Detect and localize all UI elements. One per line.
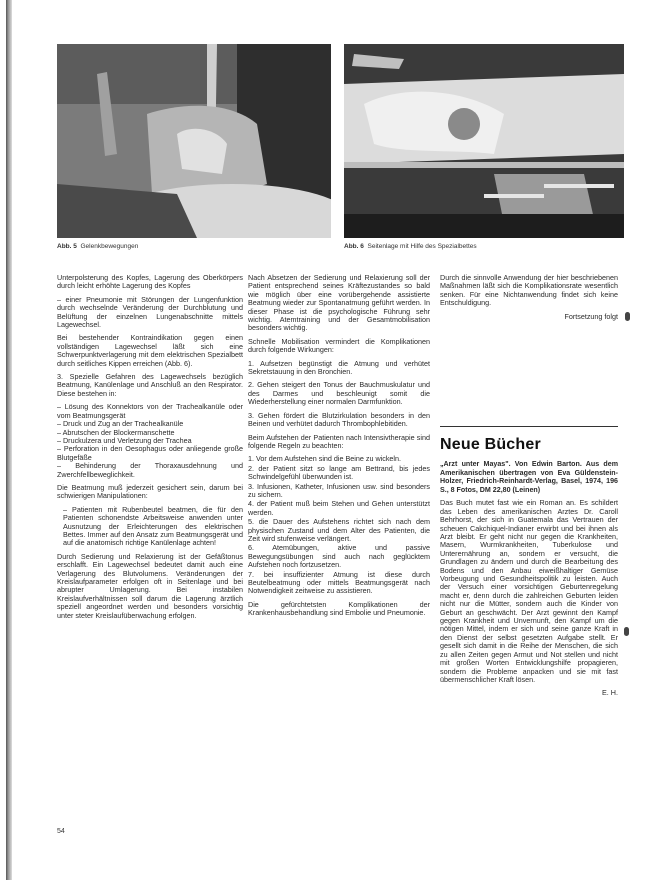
page-binding-edge <box>6 0 12 880</box>
section-heading-new-books: Neue Bücher <box>440 436 541 453</box>
paragraph: Die Beatmung muß jederzeit gesichert sein, darum bei schwierigen Manipulationen: <box>57 482 243 501</box>
hazard-list <box>57 403 243 479</box>
paragraph: 3. Infusionen, Katheter, Infusionen usw. sind besonders zu sichern. <box>248 481 430 499</box>
text-column-middle <box>248 274 430 623</box>
paragraph: Durch Sedierung und Relaxierung ist der Gefäßtonus erschlafft. Ein Lagewechsel bedeutet damit auch eine Verlagerung des Blutvolumens. Veränderungen der Kreislaufparameter erfolgen oft in Seitenlage und bei abrupter Umlagerung. Bei instabilen Kreislaufverhältnissen soll darum die Lagerung ärztlich speziell angeordnet werden und besonders vorsichtig unter steter Kreislaufüberwachung erfolgen. <box>57 551 243 620</box>
list-item: – Druckulzera und Verletzung der Trachea <box>57 435 192 445</box>
review-text: Das Buch mutet fast wie ein Roman an. Es schildert das Leben des amerikanischen Arztes Dr. Caroll Behrhorst, der sich in Guatemala das Vertrauen der scheuen Cakchiquel-Indianer erwirbt und bei ihnen als Arzt bleibt. Er geht nicht nur gegen die Krankheiten, Masern, Wurmkrankheiten, Tuberkulose und Unterernährung an, sondern er versucht, die Grundlagen zu ändern und durch die Bearbeitung des Bodens und den Anbau eiweißhaltiger Gemüse Vorbeugung und Gesundheitspolitik zu leisten. Auch der Versuch einer vorsichtigen Geburtenregelung macht er, denn durch die zahlreichen Geburten leiden nicht nur die Mütter, sondern auch die Kinder von Geburt an geschwächt. Der Arzt gewinnt den Kampf gegen Krankheit und Unvernunft, den Kampf um die nötigen Mittel, indem er sich und seine ganze Kraft in den Dienst der selbst gesetzten Aufgabe stellt. Er gesellt sich damit in die Reihe der Menschen, die sich zu allen Zeiten gegen Armut und Not stellen und nicht mit großen Worten Entwicklungshilfe propagieren, sondern die Probleme anpacken und sie mit fast übermenschlicher Kraft lösen. <box>440 498 618 684</box>
paragraph: Schnelle Mobilisation vermindert die Komplikationen durch folgende Wirkungen: <box>248 336 430 355</box>
paragraph: 1. Vor dem Aufstehen sind die Beine zu wickeln. <box>248 454 402 464</box>
photo-joint-movement <box>57 44 331 238</box>
review-signature: E. H. <box>602 688 618 698</box>
list-item: – Perforation in den Oesophagus oder anliegende große Blutgefäße <box>57 444 243 462</box>
book-review <box>440 460 618 703</box>
figure-caption-6: Abb. 6 Seitenlage mit Hilfe des Spezialbettes <box>344 243 477 250</box>
paragraph: Nach Absetzen der Sedierung und Relaxierung soll der Patient entsprechend seines Kräftezustandes so bald wie möglich über eine vorübergehende assistierte Beatmung wieder zur Spontanatmung geführt werden. In dieser Phase ist die psychologische Führung sehr wichtig. Atemtraining und der Gesamtmobilisation besonders wichtig. <box>248 273 430 333</box>
paragraph: 6. Atemübungen, aktive und passive Bewegungsübungen sind auch nach geglücktem Aufstehen noch fortzusetzen. <box>248 543 430 570</box>
margin-mark <box>625 312 630 321</box>
paragraph: Unterpolsterung des Kopfes, Lagerung des Oberkörpers durch leicht erhöhte Lagerung des Kopfes <box>57 273 243 291</box>
text-column-right <box>440 274 618 326</box>
paragraph: Durch die sinnvolle Anwendung der hier beschriebenen Maßnahmen läßt sich die Komplikationsrate wesentlich senken. Für eine Nichtanwendung findet sich keine Entschuldigung. <box>440 273 618 308</box>
book-reference: „Arzt unter Mayas". Von Edwin Barton. Aus dem Amerikanischen übertragen von Eva Güldenstein-Holzer, Friedrich-Reinhardt-Verlag, Basel, 1974, 196 S., 8 Fotos, DM 22,80 (Leinen) <box>440 460 618 494</box>
paragraph: – Patienten mit Rubenbeutel beatmen, die für den Patienten schonendste Arbeitsweise anwenden unter Ausnutzung der Erleichterungen des elektrischen Bettes. Immer auf den Ansatz zum Beatmungsgerät und auf die anatomisch richtige Kanülenlage achten! <box>63 504 243 548</box>
figure-caption-5: Abb. 5 Gelenkbewegungen <box>57 243 139 250</box>
paragraph: 5. die Dauer des Aufstehens richtet sich nach dem physischen Zustand und dem Alter des Patienten, die Zeit wird stufenweise verlängert. <box>248 517 430 543</box>
list-item: – Abrutschen der Blockermanschette <box>57 427 175 437</box>
continued-note: Fortsetzung folgt <box>564 311 618 321</box>
paragraph: 3. Gehen fördert die Blutzirkulation besonders in den Beinen und verhütet dadurch Thrombophlebitiden. <box>248 410 430 429</box>
section-rule <box>440 426 618 427</box>
paragraph: 2. der Patient sitzt so lange am Bettrand, bis jedes Schwindelgefühl überwunden ist. <box>248 463 430 482</box>
photo-side-position-bed <box>344 44 624 238</box>
list-item: – Behinderung der Thoraxausdehnung und Zwerchfellbeweglichkeit. <box>57 461 243 479</box>
margin-mark <box>624 627 629 636</box>
text-column-left <box>57 274 243 625</box>
paragraph: Beim Aufstehen der Patienten nach Intensivtherapie sind folgende Regeln zu beachten: <box>248 432 430 450</box>
paragraph: – einer Pneumonie mit Störungen der Lungenfunktion durch wechselnde Veränderung der Durchblutung und Belüftung der einzelnen Lungenabschnitte mittels Lagewechsel. <box>57 294 243 330</box>
list-item: – Lösung des Konnektors von der Trachealkanüle oder vom Beatmungsgerät <box>57 402 243 420</box>
paragraph: Die gefürchtetsten Komplikationen der Krankenhausbehandlung sind Embolie und Pneumonie. <box>248 599 430 618</box>
paragraph: 7. bei insuffizienter Atmung ist diese durch Beutelbeatmung oder mittels Beatmungsgerät nach Notwendigkeit zeitweise zu assistieren. <box>248 569 430 596</box>
paragraph: 4. der Patient muß beim Stehen und Gehen unterstützt werden. <box>248 499 430 517</box>
paragraph: 1. Aufsetzen begünstigt die Atmung und verhütet Sekretstauung in den Bronchien. <box>248 358 430 377</box>
paragraph: 2. Gehen steigert den Tonus der Bauchmuskulatur und des Darmes und beschleunigt somit die Wiederherstellung einer normalen Darmfunktion. <box>248 380 430 407</box>
paragraph: Bei bestehender Kontraindikation gegen einen vollständigen Lagewechsel läßt sich eine Schwerpunktverlagerung mit dem elektrischen Spezialbett durch seitliches Kippen erreichen (Abb. 6). <box>57 333 243 368</box>
paragraph: 3. Spezielle Gefahren des Lagewechsels bezüglich Beatmung, Kanülenlage und Anschluß an den Respirator. Diese bestehen in: <box>57 372 243 398</box>
list-item: – Druck und Zug an der Trachealkanüle <box>57 419 184 429</box>
page-number: 54 <box>57 828 65 835</box>
